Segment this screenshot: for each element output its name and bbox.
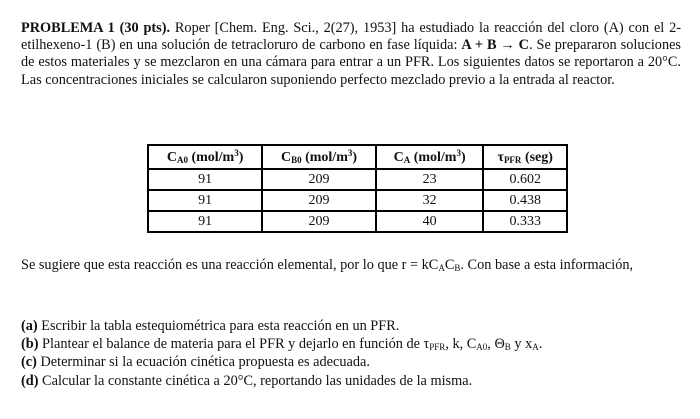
header-tau: $\tau_{PFR}$ (seg) <box>483 145 567 169</box>
question-c: (c) Determinar si la ecuación cinética propuesta es adecuada. <box>21 354 370 371</box>
table-cell: 209 <box>262 169 376 190</box>
table-cell: 91 <box>148 211 262 232</box>
table-cell: 209 <box>262 211 376 232</box>
table-cell: 0.333 <box>483 211 567 232</box>
table-cell: 40 <box>376 211 484 232</box>
table-row <box>148 169 567 190</box>
reaction-equation: A + B → C <box>461 37 530 54</box>
table-header-row <box>148 145 567 169</box>
data-table-wrapper <box>147 144 568 233</box>
table-cell: 209 <box>262 190 376 211</box>
table-cell: 0.602 <box>483 169 567 190</box>
question-list <box>21 317 681 390</box>
table-cell: 0.438 <box>483 190 567 211</box>
suggestion-paragraph: Se sugiere que esta reacción es una reacción elemental, por lo que $r = kC_AC_B$. Con base a esta información, <box>21 257 634 273</box>
table-row <box>148 190 567 211</box>
data-table <box>147 144 568 233</box>
question-a: (a) Escribir la tabla estequiométrica para esta reacción en un PFR. <box>21 318 400 334</box>
table-cell: 23 <box>376 169 484 190</box>
table-cell: 91 <box>148 190 262 211</box>
question-d: (d) Calcular la constante cinética a 20°C, reportando las unidades de la misma. <box>21 372 473 389</box>
table-cell: 32 <box>376 190 484 211</box>
problem-intro-a: Roper [Chem. Eng. Sci., 2(27), 1953] ha estudiado la reacción del cloro (A) con el 2-etilhexeno-1 (B) en una solución de tetracloruro de carbono en fase líquida: <box>21 20 682 54</box>
problem-intro-b: . Se prepararon soluciones de estos materiales y se mezclaron en una cámara para entrar a un PFR. Los siguientes datos se reportaron a 20°C. Las concentraciones iniciales se calcularon suponiendo perfecto mezclado previo a la entrada al reactor. <box>21 37 681 88</box>
table-row <box>148 211 567 232</box>
question-b: (b) Plantear el balance de materia para el PFR y dejarlo en función de $\tau_{PFR}$, k, $C_{A0}$, $\Theta_B$ y $x_A$. <box>21 336 543 353</box>
document-page <box>21 20 682 389</box>
problem-statement <box>21 20 681 89</box>
table-cell: 91 <box>148 169 262 190</box>
header-cb0: $C_{B0}$ $(mol/m^3)$ <box>262 145 376 169</box>
header-ca0: $C_{A0}$ $(mol/m^3)$ <box>148 145 262 169</box>
problem-heading: PROBLEMA 1 (30 pts). <box>21 20 171 36</box>
header-ca: $C_A$ $(mol/m^3)$ <box>376 145 484 169</box>
